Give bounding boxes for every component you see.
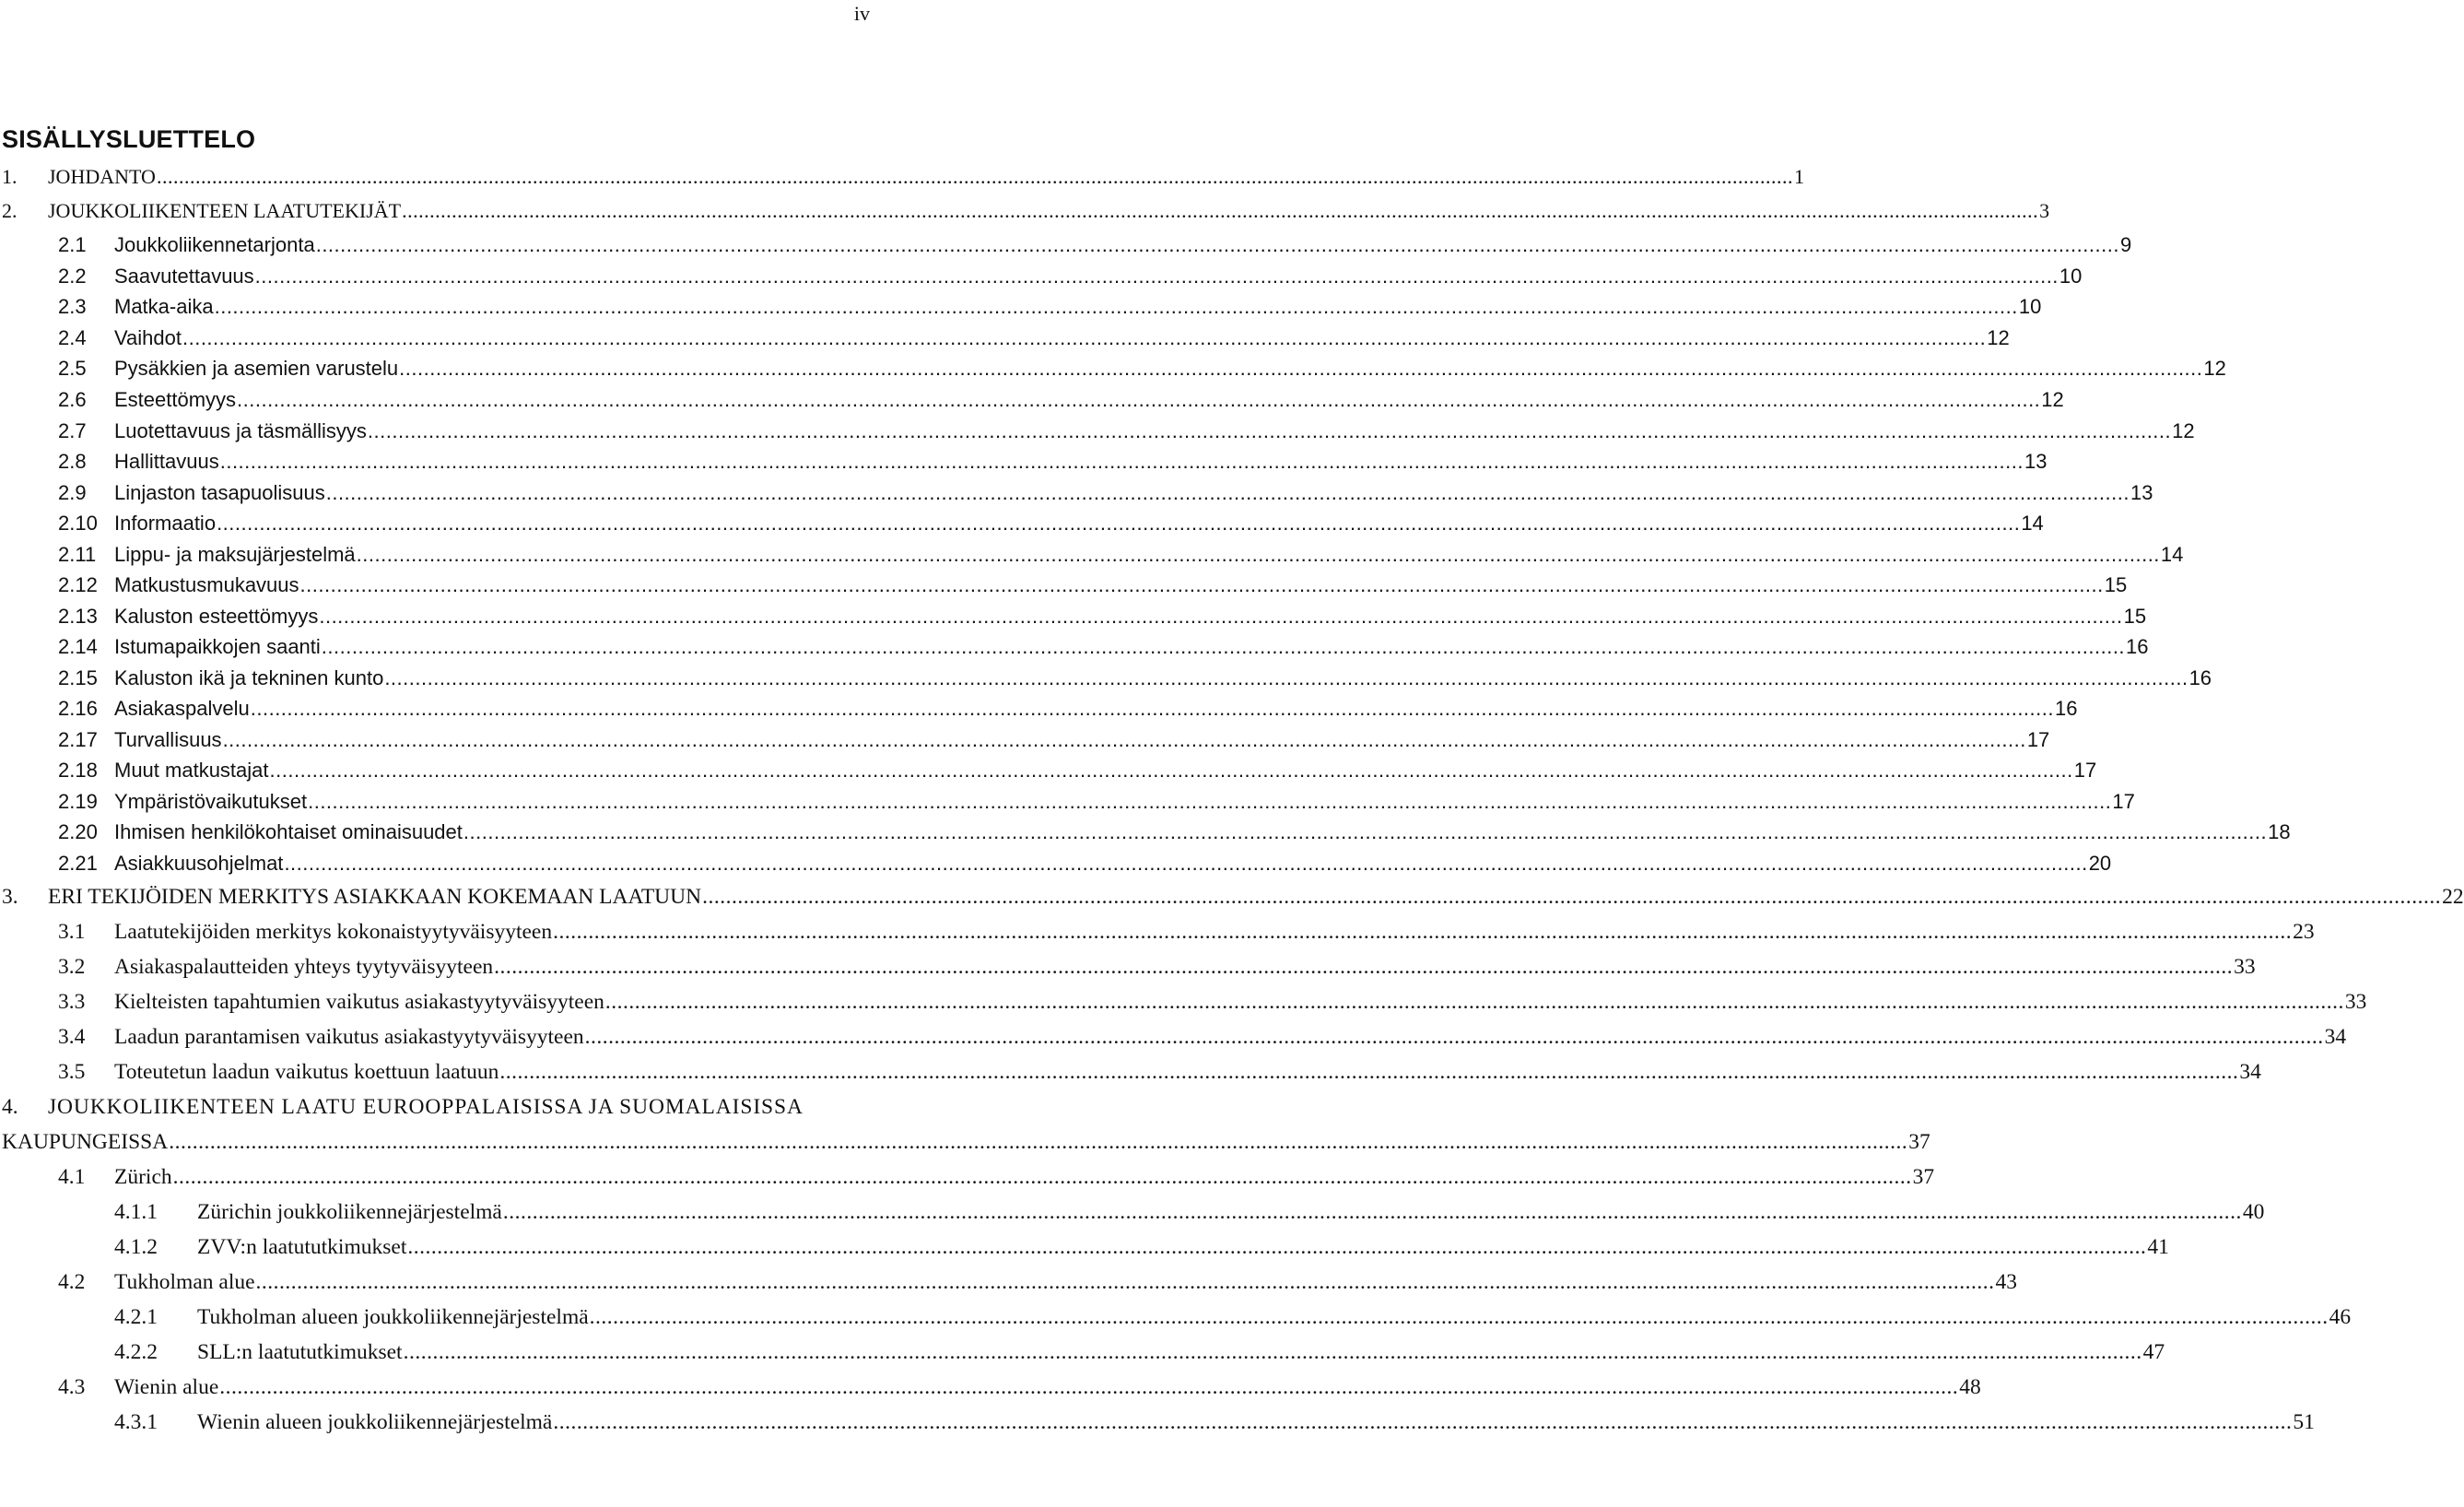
dot-leader: ........................................................................................................................................................................................................................................................................................................ [250, 697, 2054, 720]
toc-entry-number: 2.4 [58, 326, 87, 349]
dot-leader: ........................................................................................................................................................................................................................................................................................................ [219, 450, 2024, 473]
toc-entry-page: 17 [2073, 759, 2097, 782]
toc-entry[interactable] [0, 1163, 1935, 1191]
toc-entry[interactable] [0, 665, 2212, 692]
toc-entry[interactable] [0, 953, 2256, 981]
toc-entry-number: 2.13 [58, 605, 98, 628]
toc-entry-title: Asiakkuusohjelmat [114, 852, 284, 875]
dot-leader: ........................................................................................................................................................................................................................................................................................................ [403, 1340, 2142, 1364]
toc-entry-page: 46 [2329, 1305, 2352, 1329]
toc-entry-number: 2.18 [58, 759, 98, 782]
toc-entry-continuation[interactable] [0, 1128, 1930, 1156]
toc-entry-title: Zürichin joukkoliikennejärjestelmä [197, 1200, 502, 1224]
toc-entry[interactable] [0, 1023, 2347, 1051]
toc-entry-number: 2.6 [58, 388, 87, 411]
toc-entry-number: 4. [2, 1095, 18, 1119]
toc-entry-number: 2.2 [58, 265, 87, 288]
toc-entry-number: 4.1.1 [114, 1200, 158, 1224]
dot-leader: ........................................................................................................................................................................................................................................................................................................ [494, 955, 2234, 979]
toc-entry-number: 3. [2, 885, 18, 909]
toc-entry-page: 14 [2160, 543, 2184, 566]
toc-entry-number: 2.8 [58, 450, 87, 473]
toc-entry[interactable] [0, 1303, 2352, 1331]
dot-leader: ........................................................................................................................................................................................................................................................................................................ [214, 295, 2018, 318]
toc-entry-title: Ympäristövaikutukset [114, 790, 308, 813]
toc-entry-title: Pysäkkien ja asemien varustelu [114, 357, 399, 380]
toc-entry-title: Kaluston ikä ja tekninen kunto [114, 666, 384, 689]
toc-entry-title: Asiakaspalvelu [114, 697, 250, 720]
dot-leader: ........................................................................................................................................................................................................................................................................................................ [367, 419, 2172, 442]
toc-entry-number: 2.19 [58, 790, 98, 813]
toc-entry[interactable] [0, 355, 2226, 383]
dot-leader: ........................................................................................................................................................................................................................................................................................................ [463, 820, 2268, 843]
toc-entry[interactable] [0, 510, 2044, 537]
toc-entry-title: Laadun parantamisen vaikutus asiakastyytyväisyyteen [114, 1025, 584, 1049]
toc-entry-title: SLL:n laatututkimukset [197, 1340, 403, 1364]
toc-entry-title: Matka-aika [114, 295, 214, 318]
toc-entry-page: 22 [2442, 885, 2464, 909]
dot-leader: ........................................................................................................................................................................................................................................................................................................ [308, 790, 2112, 813]
toc-entry[interactable] [0, 1093, 885, 1121]
toc-entry-number: 1. [2, 165, 18, 188]
toc-entry-page: 12 [2041, 388, 2064, 411]
toc-entry[interactable] [0, 263, 2083, 290]
toc-entry-title: Matkustusmukavuus [114, 573, 299, 596]
toc-entry-number: 3.5 [58, 1060, 86, 1084]
toc-entry-title: JOUKKOLIIKENTEEN LAATU EUROOPPALAISISSA JA SUOMALAISISSA [48, 1095, 804, 1119]
dot-leader: ........................................................................................................................................................................................................................................................................................................ [325, 481, 2130, 504]
dot-leader: ........................................................................................................................................................................................................................................................................................................ [254, 265, 2059, 288]
toc-entry-page: 23 [2293, 920, 2315, 944]
toc-entry[interactable] [0, 163, 1804, 191]
toc-entry[interactable] [0, 603, 2147, 630]
toc-entry-page: 12 [2172, 419, 2195, 442]
toc-entry-title: Kaluston esteettömyys [114, 605, 319, 628]
toc-entry-number: 2.5 [58, 357, 87, 380]
toc-entry-number: 2.14 [58, 635, 98, 658]
dot-leader: ........................................................................................................................................................................................................................................................................................................ [356, 543, 2160, 566]
toc-entry[interactable] [0, 324, 2010, 352]
toc-entry[interactable] [0, 818, 2291, 846]
toc-entry[interactable] [0, 479, 2153, 507]
toc-entry[interactable] [0, 1058, 2261, 1086]
dot-leader: ........................................................................................................................................................................................................................................................................................................ [584, 1025, 2324, 1049]
toc-entry-page: 10 [2018, 295, 2042, 318]
toc-entry-title: Lippu- ja maksujärjestelmä [114, 543, 356, 566]
toc-title: SISÄLLYSLUETTELO [2, 125, 256, 153]
toc-entry[interactable] [0, 788, 2135, 816]
dot-leader: ........................................................................................................................................................................................................................................................................................................ [402, 199, 2039, 222]
dot-leader: ........................................................................................................................................................................................................................................................................................................ [217, 512, 2021, 535]
toc-entry[interactable] [0, 757, 2097, 784]
toc-entry-title: Laatutekijöiden merkitys kokonaistyytyväisyyteen [114, 920, 553, 944]
toc-entry-number: 2.9 [58, 481, 87, 504]
toc-entry-page: 41 [2147, 1235, 2169, 1259]
dot-leader: ........................................................................................................................................................................................................................................................................................................ [384, 666, 2188, 689]
toc-entry-page: 48 [1959, 1375, 1981, 1399]
toc-entry-page: 17 [2112, 790, 2135, 813]
toc-entry-number: 2. [2, 199, 18, 222]
toc-entry-page: 14 [2021, 512, 2044, 535]
toc-entry[interactable] [0, 571, 2128, 599]
dot-leader: ........................................................................................................................................................................................................................................................................................................ [299, 573, 2104, 596]
toc-entry-page: 12 [2203, 357, 2226, 380]
toc-entry-title: Vaihdot [114, 326, 182, 349]
toc-entry[interactable] [0, 988, 2367, 1016]
dot-leader: ........................................................................................................................................................................................................................................................................................................ [255, 1270, 1995, 1294]
toc-entry-page: 40 [2242, 1200, 2265, 1224]
toc-entry-title: Saavutettavuus [114, 265, 254, 288]
toc-entry-number: 4.2.1 [114, 1305, 158, 1329]
dot-leader: ........................................................................................................................................................................................................................................................................................................ [589, 1305, 2329, 1329]
toc-entry[interactable] [0, 541, 2184, 569]
toc-entry-title: Asiakaspalautteiden yhteys tyytyväisyyteen [114, 955, 494, 979]
toc-entry-page: 15 [2104, 573, 2128, 596]
toc-entry-page: 3 [2039, 199, 2050, 222]
toc-entry[interactable] [0, 418, 2195, 445]
toc-entry-page: 13 [2130, 481, 2153, 504]
toc-entry-number: 2.21 [58, 852, 98, 875]
toc-entry-number: 4.2.2 [114, 1340, 158, 1364]
toc-entry-page: 15 [2123, 605, 2147, 628]
toc-entry-title: Luotettavuus ja täsmällisyys [114, 419, 367, 442]
dot-leader: ........................................................................................................................................................................................................................................................................................................ [321, 635, 2126, 658]
toc-entry-number: 2.10 [58, 512, 98, 535]
toc-entry[interactable] [0, 883, 2464, 911]
toc-entry-page: 16 [2188, 666, 2212, 689]
toc-entry[interactable] [0, 1233, 2169, 1261]
toc-entry-number: 4.2 [58, 1270, 86, 1294]
toc-entry-page: 33 [2344, 990, 2367, 1014]
toc-entry-title: Linjaston tasapuolisuus [114, 481, 325, 504]
toc-entry-title: Istumapaikkojen saanti [114, 635, 321, 658]
toc-entry-number: 4.3.1 [114, 1410, 158, 1434]
toc-entry-title: KAUPUNGEISSA [2, 1130, 169, 1154]
toc-entry-title: ERI TEKIJÖIDEN MERKITYS ASIAKKAAN KOKEMAAN LAATUUN [48, 885, 702, 909]
toc-entry-title: Wienin alue [114, 1375, 219, 1399]
dot-leader: ........................................................................................................................................................................................................................................................................................................ [407, 1235, 2147, 1259]
toc-entry-number: 4.1.2 [114, 1235, 158, 1259]
toc-entry-page: 17 [2026, 728, 2050, 751]
toc-entry-page: 37 [1908, 1130, 1930, 1154]
toc-entry-number: 2.7 [58, 419, 87, 442]
toc-entry-title: Informaatio [114, 512, 217, 535]
dot-leader: ........................................................................................................................................................................................................................................................................................................ [315, 233, 2119, 256]
toc-entry-title: JOHDANTO [48, 165, 156, 188]
toc-entry[interactable] [0, 448, 2047, 476]
toc-entry-page: 34 [2239, 1060, 2261, 1084]
dot-leader: ........................................................................................................................................................................................................................................................................................................ [502, 1200, 2242, 1224]
toc-entry[interactable] [0, 1338, 2165, 1366]
toc-entry-title: Esteettömyys [114, 388, 237, 411]
toc-entry-title: Muut matkustajat [114, 759, 269, 782]
dot-leader: ........................................................................................................................................................................................................................................................................................................ [284, 852, 2088, 875]
toc-entry-title: Tukholman alueen joukkoliikennejärjestelmä [197, 1305, 589, 1329]
toc-entry-title: Kielteisten tapahtumien vaikutus asiakastyytyväisyyteen [114, 990, 604, 1014]
toc-entry[interactable] [0, 695, 2078, 723]
toc-entry-page: 13 [2024, 450, 2047, 473]
toc-entry-number: 2.17 [58, 728, 98, 751]
dot-leader: ........................................................................................................................................................................................................................................................................................................ [172, 1165, 1912, 1189]
toc-entry[interactable] [0, 633, 2149, 661]
toc-entry-page: 37 [1912, 1165, 1935, 1189]
toc-entry[interactable] [0, 1198, 2265, 1226]
toc-entry-number: 4.3 [58, 1375, 86, 1399]
toc-entry[interactable] [0, 850, 2112, 877]
toc-entry-number: 2.3 [58, 295, 87, 318]
toc-entry-page: 16 [2055, 697, 2078, 720]
toc-entry-title: Wienin alueen joukkoliikennejärjestelmä [197, 1410, 553, 1434]
dot-leader: ........................................................................................................................................................................................................................................................................................................ [319, 605, 2123, 628]
toc-entry-number: 3.1 [58, 920, 86, 944]
toc-entry[interactable] [0, 293, 2042, 321]
toc-entry-title: Ihmisen henkilökohtaiset ominaisuudet [114, 820, 463, 843]
toc-entry-page: 10 [2059, 265, 2083, 288]
dot-leader: ........................................................................................................................................................................................................................................................................................................ [399, 357, 2203, 380]
toc-entry-title: Tukholman alue [114, 1270, 255, 1294]
dot-leader: ........................................................................................................................................................................................................................................................................................................ [553, 920, 2293, 944]
toc-entry-number: 2.20 [58, 820, 98, 843]
toc-entry-page: 47 [2142, 1340, 2165, 1364]
dot-leader: ........................................................................................................................................................................................................................................................................................................ [604, 990, 2344, 1014]
page-number: iv [853, 2, 870, 25]
toc-entry-number: 4.1 [58, 1165, 86, 1189]
toc-entry[interactable] [0, 726, 2050, 754]
toc-entry-number: 2.12 [58, 573, 98, 596]
toc-entry-title: Toteutetun laadun vaikutus koettuun laatuun [114, 1060, 499, 1084]
dot-leader: ........................................................................................................................................................................................................................................................................................................ [169, 1130, 1908, 1154]
dot-leader: ........................................................................................................................................................................................................................................................................................................ [702, 885, 2442, 909]
toc-entry-page: 43 [1995, 1270, 2018, 1294]
dot-leader: ........................................................................................................................................................................................................................................................................................................ [499, 1060, 2239, 1084]
toc-entry-title: Turvallisuus [114, 728, 222, 751]
toc-entry-title: JOUKKOLIIKENTEEN LAATUTEKIJÄT [48, 199, 402, 222]
toc-entry-number: 2.15 [58, 666, 98, 689]
dot-leader: ........................................................................................................................................................................................................................................................................................................ [219, 1375, 1959, 1399]
toc-entry[interactable] [0, 918, 2315, 946]
toc-entry-number: 2.16 [58, 697, 98, 720]
toc-entry-page: 12 [1987, 326, 2010, 349]
toc-entry-number: 3.3 [58, 990, 86, 1014]
toc-entry-page: 16 [2126, 635, 2149, 658]
dot-leader: ........................................................................................................................................................................................................................................................................................................ [269, 759, 2073, 782]
toc-entry[interactable] [0, 386, 2064, 414]
toc-entry-number: 3.2 [58, 955, 86, 979]
toc-entry-title: Zürich [114, 1165, 172, 1189]
dot-leader: ........................................................................................................................................................................................................................................................................................................ [553, 1410, 2293, 1434]
toc-entry-number: 3.4 [58, 1025, 86, 1049]
toc-entry-page: 34 [2324, 1025, 2347, 1049]
toc-entry[interactable] [0, 1373, 1981, 1401]
dot-leader: ........................................................................................................................................................................................................................................................................................................ [237, 388, 2041, 411]
toc-entry-title: Hallittavuus [114, 450, 219, 473]
toc-entry-title: ZVV:n laatututkimukset [197, 1235, 407, 1259]
toc-entry-page: 51 [2293, 1410, 2315, 1434]
dot-leader: ........................................................................................................................................................................................................................................................................................................ [182, 326, 1987, 349]
toc-entry-number: 2.11 [58, 543, 97, 566]
toc-entry[interactable] [0, 231, 2132, 259]
toc-entry[interactable] [0, 197, 2050, 225]
toc-entry[interactable] [0, 1408, 2315, 1436]
toc-entry-page: 18 [2268, 820, 2291, 843]
toc-entry-title: Joukkoliikennetarjonta [114, 233, 315, 256]
toc-entry-page: 1 [1793, 165, 1804, 188]
toc-entry[interactable] [0, 1268, 2018, 1296]
toc-entry-page: 20 [2088, 852, 2112, 875]
dot-leader: ........................................................................................................................................................................................................................................................................................................ [156, 165, 1793, 188]
toc-entry-number: 2.1 [58, 233, 87, 256]
toc-entry-page: 9 [2119, 233, 2132, 256]
dot-leader: ........................................................................................................................................................................................................................................................................................................ [222, 728, 2026, 751]
toc-entry-page: 33 [2234, 955, 2256, 979]
